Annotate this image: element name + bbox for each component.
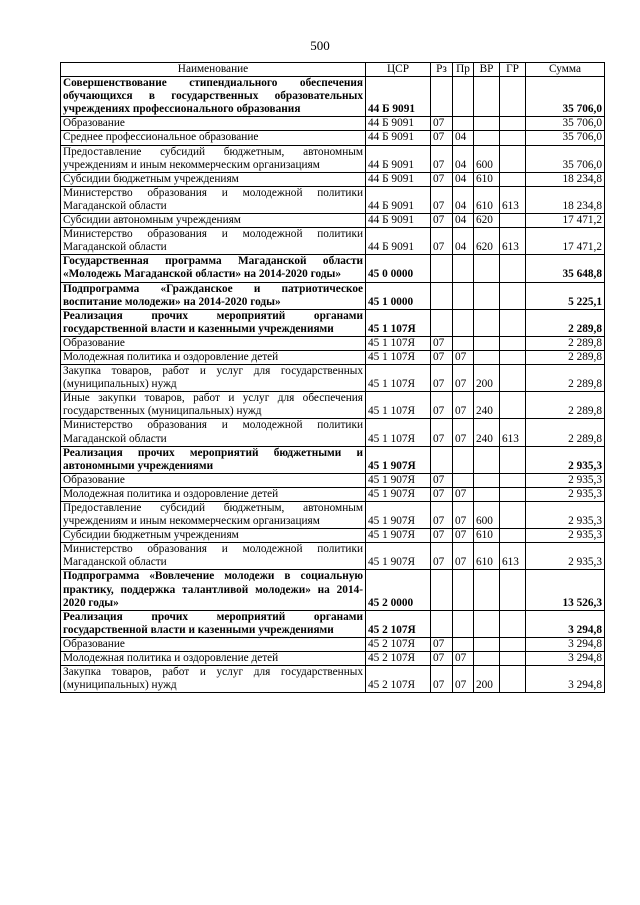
cell-sum: 2 935,3 [526,543,605,570]
cell-rz [431,610,453,637]
cell-gr [500,392,526,419]
cell-rz: 07 [431,228,453,255]
cell-sum: 3 294,8 [526,652,605,666]
cell-csr: 45 1 907Я [366,543,431,570]
cell-name: Предоставление субсидий бюджетным, автономным учреждениям и иным некоммерческим организациям [61,502,366,529]
cell-csr: 44 Б 9091 [366,214,431,228]
cell-name: Министерство образования и молодежной политики Магаданской области [61,543,366,570]
cell-name: Образование [61,637,366,651]
table-row [61,637,605,651]
table-row [61,666,605,693]
cell-vr [474,446,500,473]
header-vr: ВР [474,63,500,77]
cell-csr: 45 2 107Я [366,637,431,651]
cell-vr: 610 [474,186,500,213]
cell-name: Министерство образования и молодежной политики Магаданской области [61,419,366,446]
cell-vr [474,77,500,117]
cell-name: Закупка товаров, работ и услуг для государственных (муниципальных) нужд [61,666,366,693]
cell-name: Образование [61,336,366,350]
cell-sum: 2 935,3 [526,446,605,473]
cell-name: Субсидии автономным учреждениям [61,214,366,228]
cell-sum: 35 648,8 [526,255,605,282]
cell-pr [453,117,474,131]
cell-rz: 07 [431,145,453,172]
cell-name: Молодежная политика и оздоровление детей [61,652,366,666]
cell-vr: 240 [474,419,500,446]
cell-name: Закупка товаров, работ и услуг для государственных (муниципальных) нужд [61,365,366,392]
cell-gr [500,282,526,309]
cell-pr: 04 [453,145,474,172]
cell-sum: 35 706,0 [526,77,605,117]
cell-name: Предоставление субсидий бюджетным, автономным учреждениям и иным некоммерческим организациям [61,145,366,172]
cell-pr: 07 [453,529,474,543]
cell-gr [500,214,526,228]
cell-pr [453,336,474,350]
cell-csr: 44 Б 9091 [366,145,431,172]
cell-sum: 5 225,1 [526,282,605,309]
cell-pr: 04 [453,172,474,186]
cell-name: Реализация прочих мероприятий органами государственной власти и казенными учреждениями [61,309,366,336]
cell-csr: 45 1 907Я [366,446,431,473]
cell-name: Молодежная политика и оздоровление детей [61,487,366,501]
cell-vr: 610 [474,172,500,186]
cell-pr: 07 [453,543,474,570]
cell-gr [500,610,526,637]
table-row [61,214,605,228]
table-row [61,652,605,666]
cell-gr [500,131,526,145]
cell-name: Государственная программа Магаданской области «Молодежь Магаданской области» на 2014-2020 годы» [61,255,366,282]
cell-csr: 44 Б 9091 [366,172,431,186]
cell-csr: 45 1 107Я [366,392,431,419]
table-row [61,419,605,446]
cell-sum: 2 935,3 [526,502,605,529]
table-row [61,502,605,529]
cell-vr [474,131,500,145]
cell-rz: 07 [431,529,453,543]
cell-rz: 07 [431,392,453,419]
cell-rz: 07 [431,666,453,693]
table-row [61,473,605,487]
cell-csr: 45 1 107Я [366,419,431,446]
cell-vr [474,652,500,666]
cell-pr: 07 [453,666,474,693]
cell-name: Реализация прочих мероприятий органами государственной власти и казенными учреждениями [61,610,366,637]
cell-vr: 200 [474,365,500,392]
cell-pr [453,309,474,336]
table-body [61,77,605,693]
table-row [61,145,605,172]
cell-pr: 04 [453,131,474,145]
cell-pr: 07 [453,652,474,666]
cell-vr [474,350,500,364]
cell-pr [453,473,474,487]
cell-pr: 07 [453,487,474,501]
cell-sum: 35 706,0 [526,145,605,172]
cell-rz: 07 [431,350,453,364]
cell-sum: 3 294,8 [526,637,605,651]
cell-csr: 45 1 907Я [366,487,431,501]
page-number: 500 [310,38,330,53]
cell-gr [500,570,526,610]
cell-vr: 610 [474,543,500,570]
cell-rz: 07 [431,502,453,529]
cell-rz: 07 [431,336,453,350]
cell-gr [500,309,526,336]
cell-vr: 620 [474,228,500,255]
cell-sum: 2 289,8 [526,350,605,364]
cell-rz: 07 [431,214,453,228]
cell-vr [474,610,500,637]
cell-name: Министерство образования и молодежной политики Магаданской области [61,228,366,255]
cell-csr: 45 2 107Я [366,652,431,666]
cell-name: Реализация прочих мероприятий бюджетными и автономными учреждениями [61,446,366,473]
cell-pr [453,446,474,473]
table-header-row [61,63,605,77]
table-row [61,117,605,131]
cell-gr [500,77,526,117]
cell-vr: 610 [474,529,500,543]
cell-name: Совершенствование стипендиального обеспечения обучающихся в государственных образовательных учреждениях профессионального образования [61,77,366,117]
cell-pr [453,570,474,610]
table-row [61,172,605,186]
cell-sum: 35 706,0 [526,131,605,145]
cell-csr: 44 Б 9091 [366,117,431,131]
cell-rz [431,570,453,610]
budget-table [60,62,605,693]
cell-pr [453,610,474,637]
cell-name: Образование [61,473,366,487]
cell-rz: 07 [431,637,453,651]
cell-csr: 45 1 107Я [366,350,431,364]
table-row [61,77,605,117]
cell-sum: 35 706,0 [526,117,605,131]
cell-vr [474,637,500,651]
cell-name: Иные закупки товаров, работ и услуг для обеспечения государственных (муниципальных) нужд [61,392,366,419]
cell-csr: 45 1 107Я [366,336,431,350]
cell-pr: 04 [453,214,474,228]
cell-sum: 2 289,8 [526,365,605,392]
cell-csr: 45 1 907Я [366,502,431,529]
cell-gr: 613 [500,419,526,446]
cell-vr [474,487,500,501]
table-row [61,186,605,213]
cell-sum: 18 234,8 [526,186,605,213]
cell-name: Среднее профессиональное образование [61,131,366,145]
cell-name: Образование [61,117,366,131]
cell-sum: 17 471,2 [526,214,605,228]
cell-vr [474,282,500,309]
cell-vr [474,473,500,487]
table-row [61,529,605,543]
cell-rz: 07 [431,473,453,487]
header-pr: Пр [453,63,474,77]
cell-rz [431,309,453,336]
cell-csr: 44 Б 9091 [366,186,431,213]
cell-sum: 2 935,3 [526,473,605,487]
cell-gr [500,117,526,131]
cell-gr [500,473,526,487]
cell-pr [453,637,474,651]
cell-name: Молодежная политика и оздоровление детей [61,350,366,364]
cell-name: Подпрограмма «Гражданское и патриотическое воспитание молодежи» на 2014-2020 годы» [61,282,366,309]
cell-pr: 07 [453,365,474,392]
cell-vr: 600 [474,502,500,529]
table-row [61,350,605,364]
cell-csr: 45 1 907Я [366,529,431,543]
cell-csr: 45 1 107Я [366,309,431,336]
header-rz: Рз [431,63,453,77]
cell-rz [431,77,453,117]
cell-gr [500,350,526,364]
table-row [61,309,605,336]
cell-csr: 45 1 907Я [366,473,431,487]
cell-pr [453,282,474,309]
cell-gr [500,255,526,282]
cell-rz: 07 [431,186,453,213]
cell-rz: 07 [431,419,453,446]
table-row [61,228,605,255]
header-sum: Сумма [526,63,605,77]
cell-csr: 45 1 0000 [366,282,431,309]
cell-gr [500,652,526,666]
header-name: Наименование [61,63,366,77]
cell-gr: 613 [500,186,526,213]
cell-gr [500,336,526,350]
cell-sum: 18 234,8 [526,172,605,186]
cell-vr: 620 [474,214,500,228]
cell-vr [474,117,500,131]
cell-gr [500,365,526,392]
cell-name: Субсидии бюджетным учреждениям [61,529,366,543]
table-row [61,487,605,501]
table-row [61,446,605,473]
cell-sum: 3 294,8 [526,610,605,637]
cell-rz [431,282,453,309]
cell-vr [474,309,500,336]
table-row [61,131,605,145]
cell-vr: 240 [474,392,500,419]
cell-pr: 04 [453,186,474,213]
cell-name: Субсидии бюджетным учреждениям [61,172,366,186]
cell-gr [500,666,526,693]
cell-rz: 07 [431,365,453,392]
cell-rz: 07 [431,487,453,501]
cell-sum: 17 471,2 [526,228,605,255]
cell-gr [500,172,526,186]
cell-rz: 07 [431,543,453,570]
cell-rz [431,255,453,282]
cell-pr: 07 [453,502,474,529]
table-row [61,336,605,350]
cell-sum: 3 294,8 [526,666,605,693]
cell-csr: 44 Б 9091 [366,228,431,255]
cell-vr: 600 [474,145,500,172]
cell-vr [474,336,500,350]
cell-vr [474,570,500,610]
cell-sum: 13 526,3 [526,570,605,610]
cell-pr [453,255,474,282]
table-row [61,610,605,637]
cell-gr [500,637,526,651]
cell-sum: 2 289,8 [526,309,605,336]
cell-gr: 613 [500,543,526,570]
cell-csr: 45 2 107Я [366,666,431,693]
cell-rz [431,446,453,473]
cell-rz: 07 [431,117,453,131]
cell-pr: 07 [453,392,474,419]
table-row [61,255,605,282]
cell-sum: 2 289,8 [526,336,605,350]
cell-gr [500,529,526,543]
cell-vr [474,255,500,282]
cell-csr: 44 Б 9091 [366,131,431,145]
cell-csr: 45 2 107Я [366,610,431,637]
cell-pr: 07 [453,419,474,446]
cell-name: Подпрограмма «Вовлечение молодежи в социальную практику, поддержка талантливой молодежи» на 2014-2020 годы» [61,570,366,610]
cell-sum: 2 289,8 [526,392,605,419]
cell-vr: 200 [474,666,500,693]
cell-gr: 613 [500,228,526,255]
table-row [61,570,605,610]
cell-pr: 04 [453,228,474,255]
cell-csr: 45 2 0000 [366,570,431,610]
cell-sum: 2 289,8 [526,419,605,446]
cell-sum: 2 935,3 [526,487,605,501]
header-csr: ЦСР [366,63,431,77]
header-gr: ГР [500,63,526,77]
cell-rz: 07 [431,652,453,666]
cell-csr: 44 Б 9091 [366,77,431,117]
cell-gr [500,446,526,473]
cell-rz: 07 [431,131,453,145]
cell-rz: 07 [431,172,453,186]
table-row [61,392,605,419]
cell-gr [500,487,526,501]
table-row [61,365,605,392]
table-row [61,282,605,309]
cell-gr [500,502,526,529]
cell-csr: 45 1 107Я [366,365,431,392]
cell-csr: 45 0 0000 [366,255,431,282]
cell-name: Министерство образования и молодежной политики Магаданской области [61,186,366,213]
table-row [61,543,605,570]
cell-gr [500,145,526,172]
cell-pr: 07 [453,350,474,364]
cell-sum: 2 935,3 [526,529,605,543]
cell-pr [453,77,474,117]
